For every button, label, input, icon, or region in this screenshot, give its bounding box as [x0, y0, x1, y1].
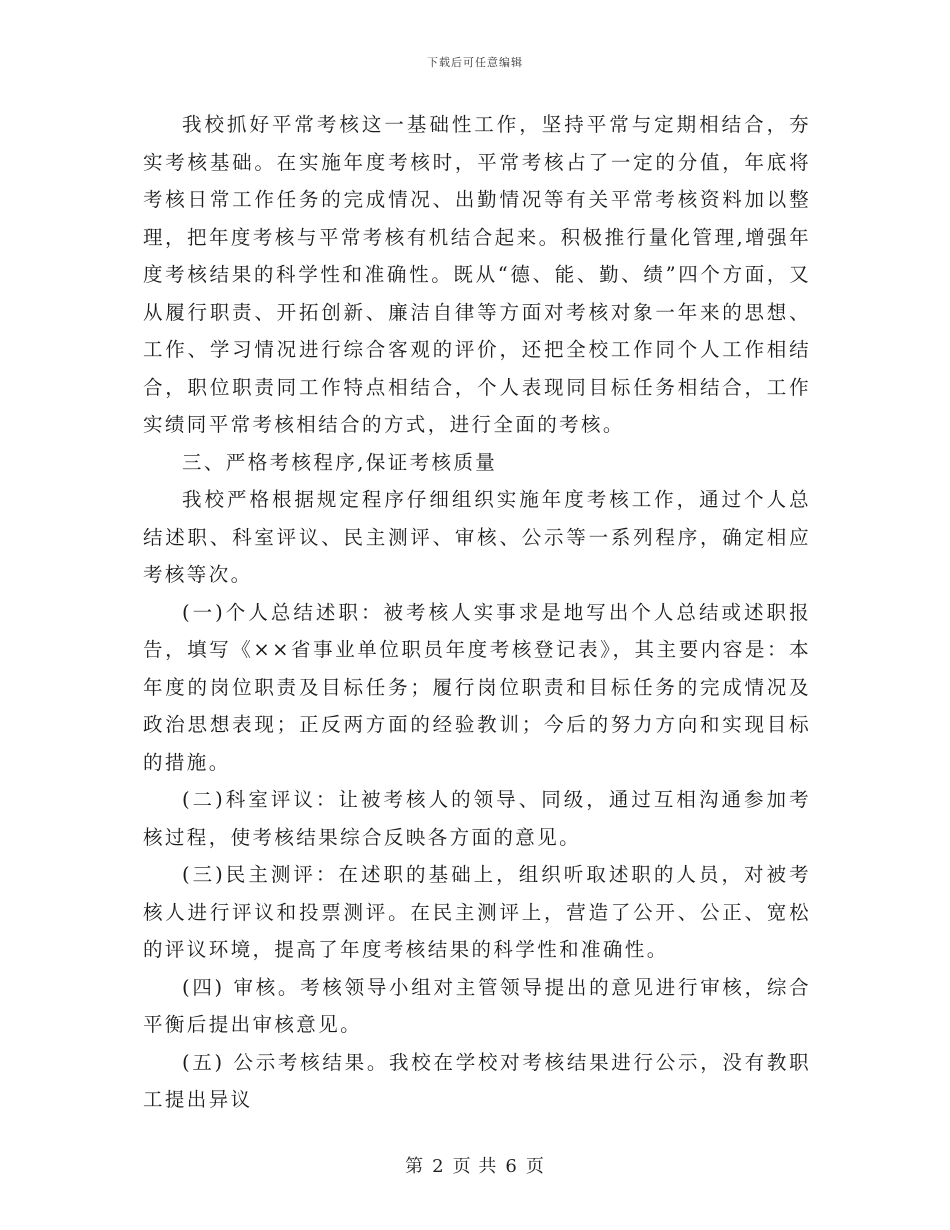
page-total: 6	[505, 1156, 518, 1177]
document-body	[143, 106, 811, 1119]
paragraph-procedure-intro: 我校严格根据规定程序仔细组织实施年度考核工作，通过个人总结述职、科室评议、民主测评、审核、公示等一系列程序，确定相应考核等次。	[143, 488, 811, 586]
section-heading-procedure: 三、严格考核程序,保证考核质量	[182, 450, 498, 474]
paragraph-step-1-summary: (一)个人总结述职：被考核人实事求是地写出个人总结或述职报告，填写《××省事业单位职员年度考核登记表》，其主要内容是：本年度的岗位职责及目标任务；履行岗位职责和目标任务的完成情况及政治思想表现；正反两方面的经验教训；今后的努力方向和实现目标的措施。	[143, 600, 811, 774]
footer-middle: 页 共	[452, 1156, 498, 1177]
paragraph-step-3-democratic-eval: (三)民主测评：在述职的基础上，组织听取述职的人员，对被考核人进行评议和投票测评。在民主测评上，营造了公开、公正、宽松的评议环境，提高了年度考核结果的科学性和准确性。	[143, 863, 811, 961]
paragraph-routine-assessment: 我校抓好平常考核这一基础性工作，坚持平常与定期相结合，夯实考核基础。在实施年度考核时，平常考核占了一定的分值，年底将考核日常工作任务的完成情况、出勤情况等有关平常考核资料加以整理，把年度考核与平常考核有机结合起来。积极推行量化管理,增强年度考核结果的科学性和准确性。既从“德、能、勤、绩”四个方面，又从履行职责、开拓创新、廉洁自律等方面对考核对象一年来的思想、工作、学习情况进行综合客观的评价，还把全校工作同个人工作相结合，职位职责同工作特点相结合，个人表现同目标任务相结合，工作实绩同平常考核相结合的方式，进行全面的考核。	[143, 113, 811, 436]
page-footer	[0, 1152, 950, 1178]
paragraph-step-4-audit: (四) 审核。考核领导小组对主管领导提出的意见进行审核，综合平衡后提出审核意见。	[143, 975, 811, 1036]
paragraph-step-2-dept-review: (二)科室评议：让被考核人的领导、同级，通过互相沟通参加考核过程，使考核结果综合反映各方面的意见。	[143, 788, 811, 849]
page-header: 下载后可任意编辑	[427, 56, 523, 69]
paragraph-step-5-publicity: (五) 公示考核结果。我校在学校对考核结果进行公示，没有教职工提出异议	[143, 1050, 811, 1111]
footer-suffix: 页	[525, 1156, 545, 1177]
footer-prefix: 第	[405, 1156, 425, 1177]
page-number: 2	[432, 1156, 445, 1177]
